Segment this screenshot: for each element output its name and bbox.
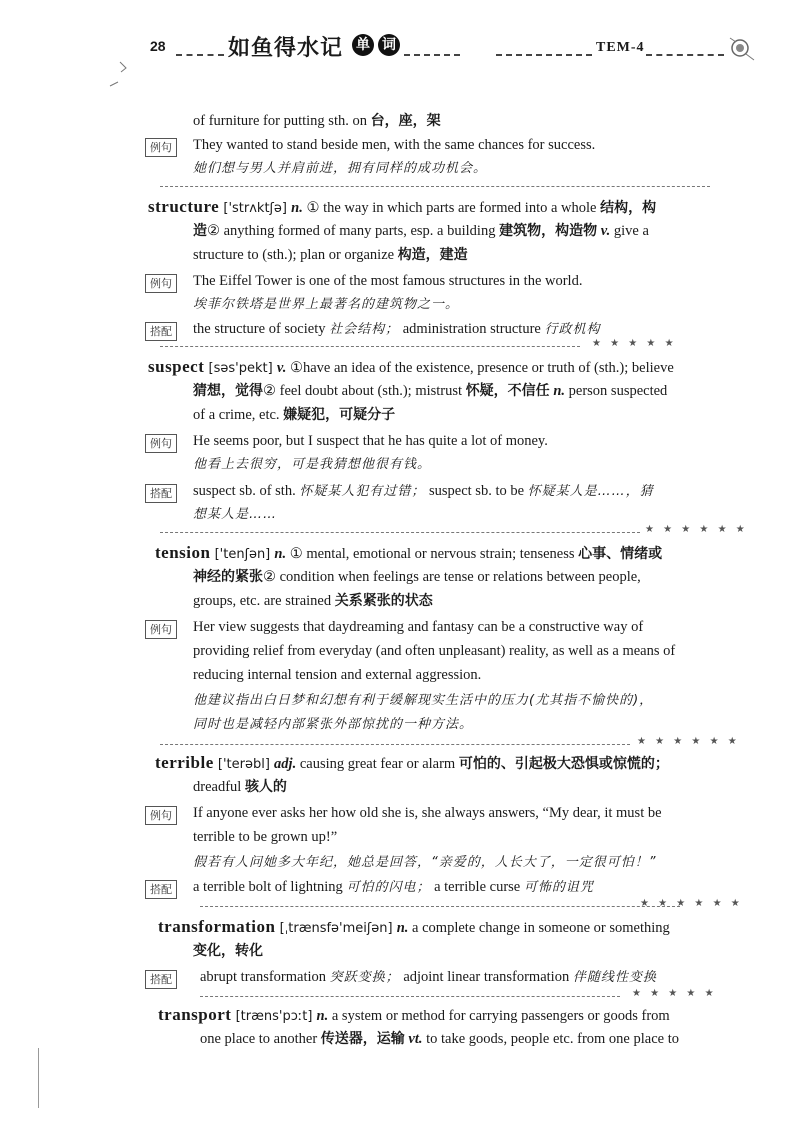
- def-zh: 神经的紧张: [193, 569, 263, 585]
- collocation-label: 搭配: [145, 322, 177, 341]
- page-number: 28: [150, 38, 166, 54]
- phonetic: ['strʌktʃə]: [219, 201, 292, 216]
- definition-line: [193, 776, 287, 798]
- part-of-speech: vt.: [404, 1031, 423, 1047]
- definition-line: [193, 220, 649, 242]
- def-text: groups, etc. are strained: [193, 593, 335, 609]
- entry-separator: [160, 186, 710, 187]
- def-zh: 结构，构: [600, 200, 657, 216]
- phonetic: [ˌtrænsfə'meiʃən]: [275, 921, 397, 936]
- example-en: terrible to be grown up!”: [193, 829, 338, 845]
- example-zh: 他建议指出白日梦和幻想有利于缓解现实生活中的压力(尤其指不愉快的)，: [193, 693, 654, 708]
- col-zh: 社会结构；: [329, 322, 400, 337]
- def-zh: 传送器，运输: [320, 1031, 405, 1047]
- header-dash-middle-2: [496, 54, 592, 56]
- example-zh: 她们想与男人并肩前进，拥有同样的成功机会。: [193, 161, 488, 176]
- entry-suspect: [148, 356, 674, 380]
- entry-separator: [160, 532, 640, 533]
- col-text: a terrible curse: [430, 879, 524, 895]
- def-text: person suspected: [565, 383, 668, 399]
- entry-separator: [200, 996, 620, 997]
- collocation-line: [193, 318, 601, 341]
- example-en: The Eiffel Tower is one of the most famous structures in the world.: [193, 273, 583, 289]
- def-text: a system or method for carrying passengers or goods from: [328, 1008, 670, 1024]
- entry-structure: [148, 196, 656, 220]
- def-text: ② condition when feelings are tense or relations between people,: [263, 569, 641, 585]
- part-of-speech: n.: [274, 546, 287, 562]
- definition-line: [193, 380, 667, 402]
- entry-tension: [155, 542, 662, 566]
- col-zh: 怀疑某人犯有过错；: [299, 484, 426, 499]
- col-text: suspect sb. of sth.: [193, 483, 300, 499]
- collocation-label: 搭配: [145, 880, 177, 899]
- page-header: [0, 28, 800, 68]
- entry-separator: [200, 906, 680, 907]
- header-dash-left: [176, 54, 224, 56]
- header-dash-right: [646, 54, 724, 56]
- part-of-speech: v.: [597, 223, 611, 239]
- def-zh: 可怕的、引起极大恐惧或惊慌的；: [458, 756, 669, 772]
- definition-line: [193, 404, 395, 426]
- example-zh: 埃菲尔铁塔是世界上最著名的建筑物之一。: [193, 297, 460, 312]
- col-zh: 怀疑某人是……，猜: [527, 484, 654, 499]
- phonetic: ['terəbl]: [213, 757, 275, 772]
- def-text: ② anything formed of many parts, esp. a building: [207, 223, 500, 239]
- entry-separator: [160, 346, 580, 347]
- col-text: abrupt transformation: [200, 969, 330, 985]
- def-zh: 造: [193, 223, 207, 239]
- header-dash-middle: [404, 54, 460, 56]
- collocation-line: [193, 876, 594, 899]
- header-badge-ci: 词: [378, 34, 400, 56]
- definition-line: [193, 566, 641, 588]
- def-text: ①have an idea of the existence, presence or truth of (sth.); believe: [286, 360, 674, 376]
- collocation-line: [200, 966, 657, 989]
- def-text: causing great fear or alarm: [296, 756, 459, 772]
- phonetic: [səs'pekt]: [204, 361, 277, 376]
- def-zh: 猜想，觉得: [193, 383, 263, 399]
- example-en: They wanted to stand beside men, with the same chances for success.: [193, 137, 596, 153]
- part-of-speech: n.: [316, 1008, 329, 1024]
- headword: structure: [148, 197, 220, 216]
- example-zh: 假若有人问她多大年纪，她总是回答，“亲爱的，人长大了，一定很可怕！”: [193, 855, 657, 870]
- phonetic: ['tenʃən]: [210, 547, 275, 562]
- example-en: reducing internal tension and external aggression.: [193, 667, 482, 683]
- def-zh: 台，座，架: [370, 113, 441, 129]
- example-en: If anyone ever asks her how old she is, she always answers, “My dear, it must be: [193, 805, 662, 821]
- def-text: one place to another: [200, 1031, 321, 1047]
- definition-zh-line: 变化，转化: [193, 943, 263, 959]
- def-zh: 关系紧张的状态: [334, 593, 433, 609]
- frequency-stars: ★ ★ ★ ★ ★ ★: [640, 898, 743, 909]
- frequency-stars: ★ ★ ★ ★ ★ ★: [637, 736, 740, 747]
- part-of-speech: adj.: [274, 756, 297, 772]
- entry-transport: [158, 1004, 670, 1028]
- entry-transformation: [158, 916, 670, 940]
- margin-rule: [38, 1048, 39, 1108]
- example-label: 例句: [145, 138, 177, 157]
- corner-ornament-icon: [726, 32, 756, 62]
- example-zh: 同时也是减轻内部紧张外部惊扰的一种方法。: [193, 717, 474, 732]
- def-text: dreadful: [193, 779, 245, 795]
- definition-line: [193, 110, 441, 132]
- header-title: 如鱼得水记: [228, 36, 344, 61]
- col-zh: 突跃变换；: [329, 970, 400, 985]
- part-of-speech: n.: [549, 383, 566, 399]
- example-label: 例句: [145, 806, 177, 825]
- col-text: adjoint linear transformation: [399, 969, 573, 985]
- scribble-mark-icon: [106, 60, 146, 90]
- example-en: Her view suggests that daydreaming and fantasy can be a constructive way of: [193, 619, 644, 635]
- headword: tension: [155, 543, 211, 562]
- def-zh: 建筑物，构造物: [499, 223, 598, 239]
- def-text: give a: [610, 223, 649, 239]
- definition-line: [200, 1028, 679, 1050]
- col-text: administration structure: [399, 321, 545, 337]
- frequency-stars: ★ ★ ★ ★ ★ ★: [645, 524, 748, 535]
- def-text: a complete change in someone or something: [408, 920, 670, 936]
- example-en: He seems poor, but I suspect that he has quite a lot of money.: [193, 433, 548, 449]
- frequency-stars: ★ ★ ★ ★ ★: [592, 338, 677, 349]
- example-label: 例句: [145, 434, 177, 453]
- collocation-zh-cont: 想某人是……: [193, 507, 278, 522]
- col-text: suspect sb. to be: [425, 483, 528, 499]
- col-zh: 可怖的诅咒: [523, 880, 594, 895]
- example-en: providing relief from everyday (and often unpleasant) reality, as well as a means of: [193, 643, 676, 659]
- part-of-speech: n.: [396, 920, 409, 936]
- def-text: to take goods, people etc. from one place to: [422, 1031, 679, 1047]
- col-zh: 伴随线性变换: [572, 970, 657, 985]
- collocation-label: 搭配: [145, 970, 177, 989]
- headword: terrible: [155, 753, 214, 772]
- entry-separator: [160, 744, 630, 745]
- example-label: 例句: [145, 620, 177, 639]
- def-text: ① mental, emotional or nervous strain; tenseness: [286, 546, 579, 562]
- def-zh: 构造，建造: [397, 247, 468, 263]
- def-zh: 怀疑，不信任: [465, 383, 550, 399]
- part-of-speech: v.: [276, 360, 287, 376]
- col-zh: 行政机构: [544, 322, 601, 337]
- phonetic: [træns'pɔːt]: [231, 1009, 317, 1024]
- def-text: ① the way in which parts are formed into a whole: [302, 200, 601, 216]
- def-text: of a crime, etc.: [193, 407, 284, 423]
- definition-line: [193, 590, 433, 612]
- col-zh: 可怕的闪电；: [346, 880, 431, 895]
- header-right-label: TEM-4: [596, 40, 645, 55]
- headword: suspect: [148, 357, 205, 376]
- def-text: structure to (sth.); plan or organize: [193, 247, 398, 263]
- def-text: ② feel doubt about (sth.); mistrust: [263, 383, 466, 399]
- headword: transport: [158, 1005, 232, 1024]
- col-text: the structure of society: [193, 321, 330, 337]
- def-zh: 心事、情绪或: [578, 546, 663, 562]
- definition-line: [193, 244, 468, 266]
- header-badge-dan: 单: [352, 34, 374, 56]
- def-zh: 骇人的: [244, 779, 287, 795]
- collocation-line: [193, 480, 654, 503]
- example-zh: 他看上去很穷，可是我猜想他很有钱。: [193, 457, 432, 472]
- entry-terrible: [155, 752, 669, 776]
- col-text: a terrible bolt of lightning: [193, 879, 347, 895]
- collocation-label: 搭配: [145, 484, 177, 503]
- def-zh: 嫌疑犯，可疑分子: [283, 407, 396, 423]
- example-label: 例句: [145, 274, 177, 293]
- part-of-speech: n.: [291, 200, 303, 216]
- headword: transformation: [158, 917, 276, 936]
- frequency-stars: ★ ★ ★ ★ ★: [632, 988, 717, 999]
- def-text: of furniture for putting sth. on: [193, 113, 371, 129]
